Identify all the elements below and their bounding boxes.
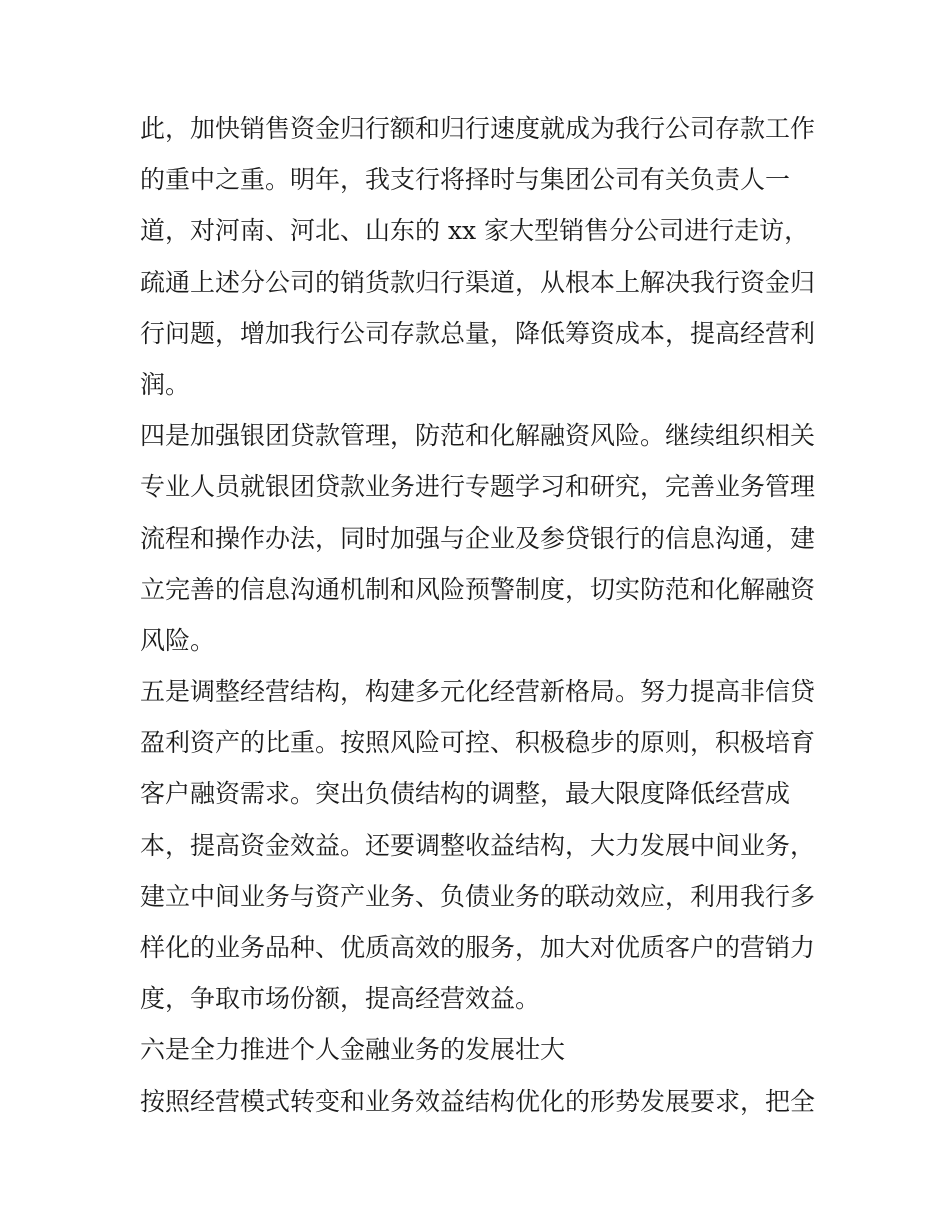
text-line: 立完善的信息沟通机制和风险预警制度，切实防范和化解融资: [140, 574, 816, 604]
paragraph-heading-line: 五是调整经营结构，构建多元化经营新格局。努力提高非信贷: [140, 677, 816, 707]
text-line: 行问题，增加我行公司存款总量，降低筹资成本，提高经营利: [140, 318, 816, 348]
document-body: [140, 103, 820, 1127]
text-line: 道，对河南、河北、山东的 xx 家大型销售分公司进行走访，: [140, 216, 810, 246]
text-line: 专业人员就银团贷款业务进行专题学习和研究，完善业务管理: [140, 472, 816, 502]
text-line: 建立中间业务与资产业务、负债业务的联动效应，利用我行多: [140, 881, 816, 911]
text-line: 润。: [140, 369, 191, 399]
text-line: 客户融资需求。突出负债结构的调整，最大限度降低经营成: [140, 779, 791, 809]
text-line: 按照经营模式转变和业务效益结构优化的形势发展要求，把全: [140, 1086, 816, 1116]
paragraph-heading-line: 四是加强银团贷款管理，防范和化解融资风险。继续组织相关: [140, 421, 816, 451]
text-line: 样化的业务品种、优质高效的服务，加大对优质客户的营销力: [140, 933, 816, 962]
text-line: 风险。: [140, 625, 216, 655]
text-line: 此，加快销售资金归行额和归行速度就成为我行公司存款工作: [140, 114, 816, 143]
text-line: 度，争取市场份额，提高经营效益。: [140, 984, 541, 1014]
text-line: 盈利资产的比重。按照风险可控、积极稳步的原则，积极培育: [140, 728, 816, 758]
text-line: 的重中之重。明年，我支行将择时与集团公司有关负责人一: [140, 165, 791, 195]
text-line: 本，提高资金效益。还要调整收益结构，大力发展中间业务，: [140, 830, 816, 860]
section-heading-line: 六是全力推进个人金融业务的发展壮大: [140, 1035, 566, 1065]
text-line: 疏通上述分公司的销货款归行渠道，从根本上解决我行资金归: [140, 267, 816, 297]
text-line: 流程和操作办法，同时加强与企业及参贷银行的信息沟通，建: [140, 523, 816, 553]
